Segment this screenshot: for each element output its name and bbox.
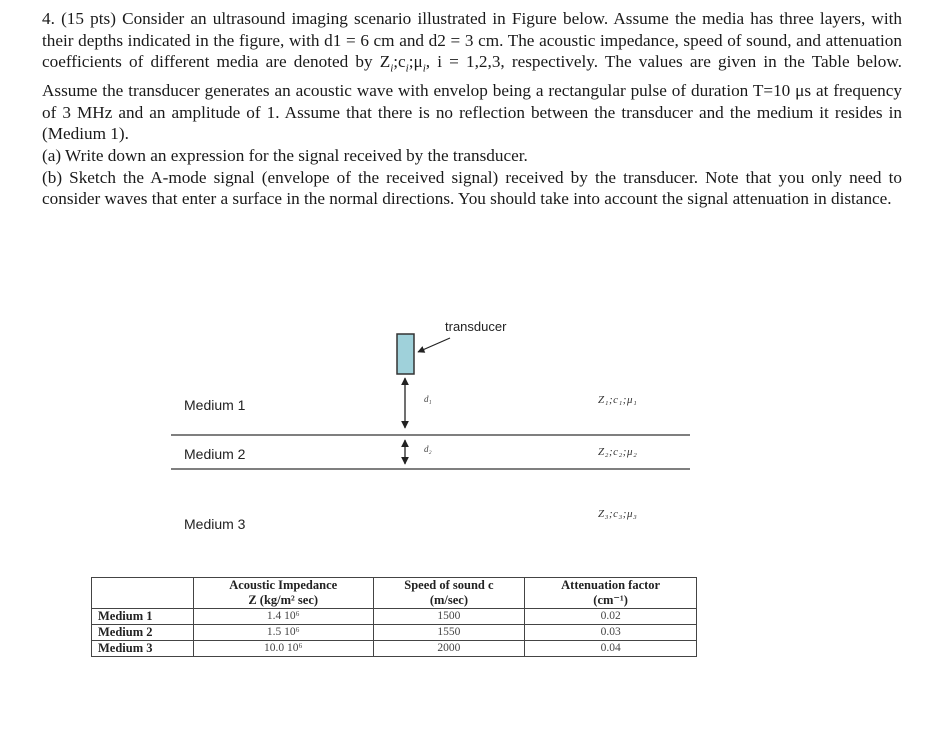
table-row xyxy=(92,609,697,625)
media-properties-table xyxy=(91,577,697,657)
sub-i: i xyxy=(390,62,394,75)
table-row xyxy=(92,625,697,641)
impedance-cell: 10.0 10⁶ xyxy=(193,641,373,657)
attenuation-cell: 0.02 xyxy=(525,609,697,625)
medium2-params: Z₂;c₂;μ₂ xyxy=(598,446,638,458)
medium1-label: Medium 1 xyxy=(184,397,246,413)
speed-cell: 1500 xyxy=(373,609,525,625)
part-a: (a) Write down an expression for the signal received by the transducer. xyxy=(42,146,528,165)
speed-header-line1: Speed of sound c xyxy=(404,578,494,592)
speed-cell: 2000 xyxy=(373,641,525,657)
impedance-cell: 1.4 10⁶ xyxy=(193,609,373,625)
sub-i: i xyxy=(405,62,409,75)
attenuation-header-line2: (cm⁻¹) xyxy=(593,593,628,607)
transducer-label: transducer xyxy=(445,319,507,334)
attenuation-header-line1: Attenuation factor xyxy=(561,578,661,592)
sub-i: i xyxy=(422,62,426,75)
impedance-cell: 1.5 10⁶ xyxy=(193,625,373,641)
intro-c: ;c xyxy=(393,52,406,72)
d1-symbol: d₁ xyxy=(424,394,432,404)
attenuation-cell: 0.03 xyxy=(525,625,697,641)
attenuation-cell: 0.04 xyxy=(525,641,697,657)
empty-header-cell xyxy=(92,578,194,609)
speed-cell: 1550 xyxy=(373,625,525,641)
medium3-params: Z₃;c₃;μ₃ xyxy=(598,508,638,520)
medium3-label: Medium 3 xyxy=(184,516,246,532)
transducer-probe xyxy=(397,334,414,374)
speed-header xyxy=(373,578,525,609)
attenuation-header xyxy=(525,578,697,609)
medium-name-cell: Medium 3 xyxy=(92,641,194,657)
problem-intro xyxy=(42,8,902,145)
part-b: (b) Sketch the A-mode signal (envelope of the received signal) received by the transducer. Note that you only need to consider waves that enter a surface in the normal directions. You should take into account the signal attenuation in distance. xyxy=(42,167,902,209)
intro-text: 4. (15 pts) Consider an ultrasound imaging scenario illustrated in Figure below. Assume the media has three layers, with their depths indicated in the figure, with d1 = 6 cm and d2 = 3 cm. The acoustic impedance, speed of sound, and attenuation coefficients of different media are denoted by Z xyxy=(42,9,902,72)
impedance-header-line1: Acoustic Impedance xyxy=(229,578,338,592)
table-row xyxy=(92,641,697,657)
medium-name-cell: Medium 2 xyxy=(92,625,194,641)
problem-statement xyxy=(42,8,902,210)
speed-header-line2: (m/sec) xyxy=(429,593,468,607)
impedance-header xyxy=(193,578,373,609)
medium2-label: Medium 2 xyxy=(184,446,246,462)
medium-name-cell: Medium 1 xyxy=(92,609,194,625)
table-header-row xyxy=(92,578,697,609)
d2-symbol: d₂ xyxy=(424,444,432,454)
transducer-pointer-arrow xyxy=(418,338,450,352)
intro-rest: , i = 1,2,3, respectively. The values are given in the Table below. Assume the transducer generates an acoustic wave with envelop being a rectangular pulse of duration T=10 μs at frequency of 3 MHz and an amplitude of 1. Assume that there is no reflection between the transducer and the medium it resides in (Medium 1). xyxy=(42,52,902,144)
intro-mu: ;μ xyxy=(408,52,423,72)
medium1-params: Z₁;c₁;μ₁ xyxy=(598,394,638,406)
impedance-header-line2: Z (kg/m² sec) xyxy=(248,593,319,607)
